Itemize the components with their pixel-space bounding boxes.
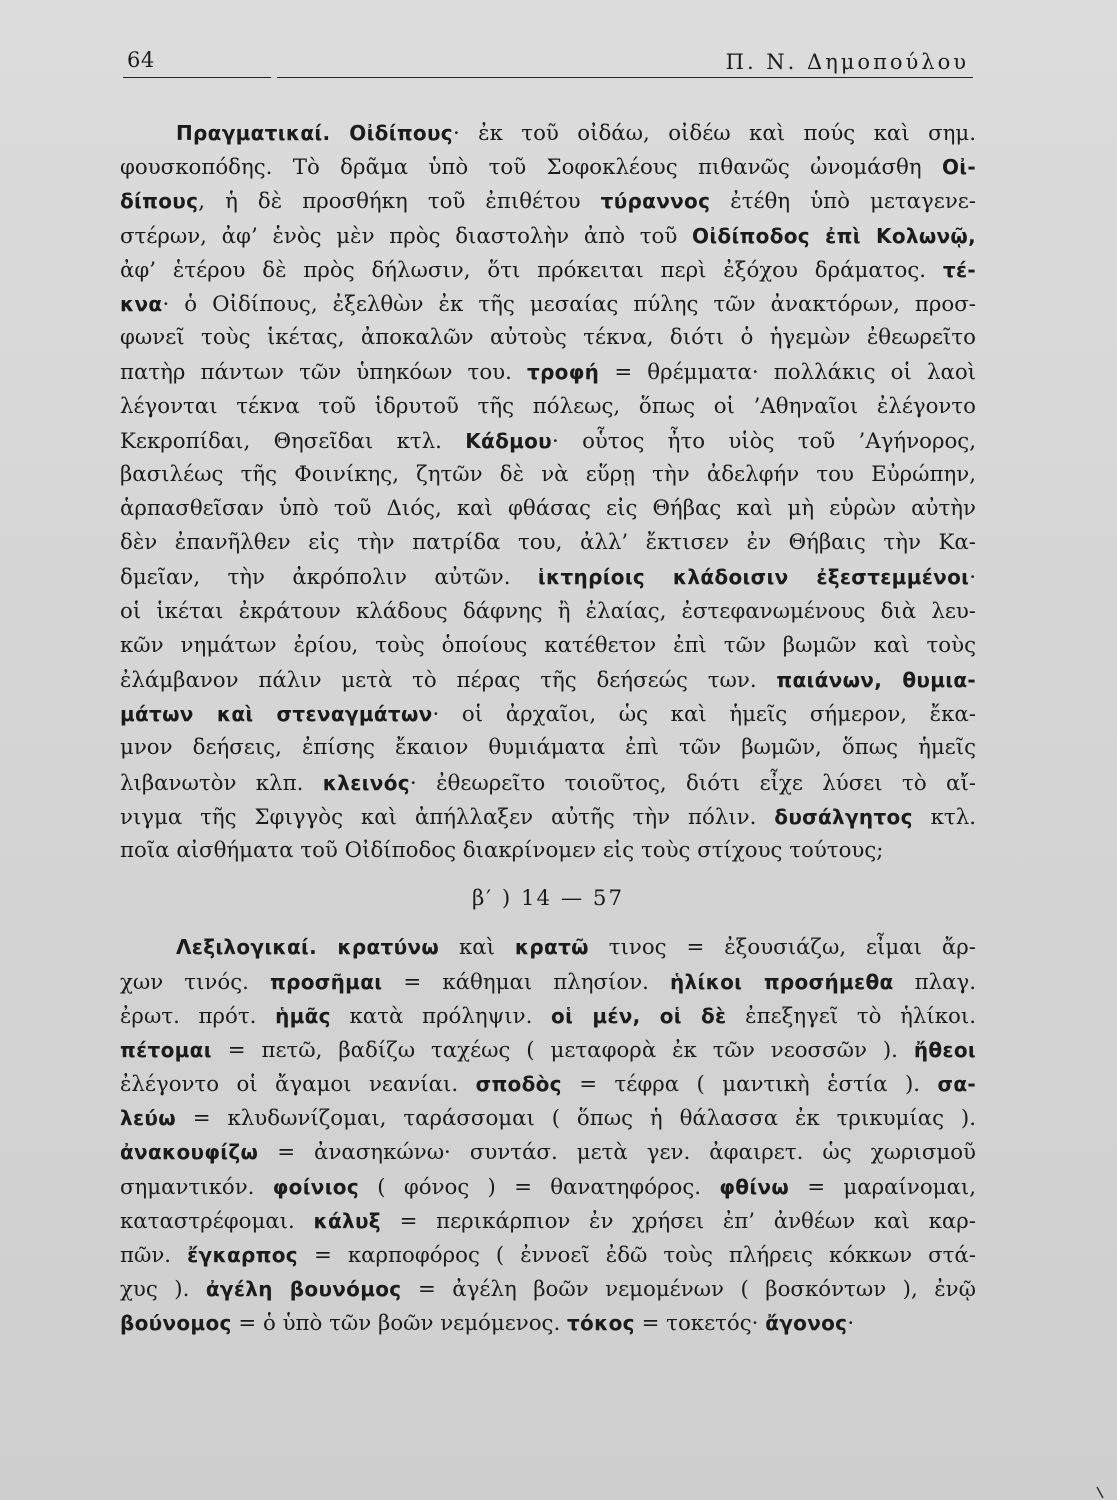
commentary-block-lines-14-57 xyxy=(120,930,976,1340)
text-run: δμεῖαν, τὴν ἀκρόπολιν αὐτῶν. xyxy=(120,565,538,591)
text-line xyxy=(120,219,976,253)
bold-lemma: Οἰ- xyxy=(942,155,976,180)
text-run: · ἐκ τοῦ οἰδάω, οἰδέω καὶ πούς καὶ σημ. xyxy=(452,121,976,146)
corner-mark xyxy=(1095,1486,1105,1500)
text-line xyxy=(120,184,976,218)
bold-lemma: ἡμᾶς xyxy=(275,1003,331,1028)
bold-lemma: ἱκτηρίοις κλάδοισιν ἐξεστεμμένοι xyxy=(537,565,970,590)
text-run: = καρποφόρος ( ἐννοεῖ ἐδῶ τοὺς πλήρεις κόκκων στά- xyxy=(297,1243,976,1268)
bold-lemma: πέτομαι xyxy=(120,1037,212,1062)
bold-lemma: ἡλίκοι προσήμεθα xyxy=(670,969,894,994)
text-run: = κλυδωνίζομαι, ταράσσομαι ( ὅπως ἡ θάλασσα ἐκ τρικυμίας ). xyxy=(175,1106,976,1132)
text-run: ἁρπασθεῖσαν ὑπὸ τοῦ Διός, καὶ φθάσας εἰς Θήβας καὶ μὴ εὑρὼν αὐτὴν xyxy=(120,496,976,522)
text-run: Κεκροπίδαι, Θησεῖδαι κτλ. xyxy=(120,428,466,454)
text-run: χων τινός. xyxy=(120,969,270,995)
text-run: λιβανωτὸν κλπ. xyxy=(120,770,323,796)
bold-lemma: κνα xyxy=(120,291,163,316)
bold-lemma: Οἰδίποδος ἐπὶ Κολωνῷ, xyxy=(692,223,977,248)
text-line xyxy=(120,1135,976,1169)
text-line xyxy=(120,1033,976,1067)
text-run: κτλ. xyxy=(912,804,976,830)
bold-lemma: βούνομος xyxy=(120,1311,232,1336)
bold-lemma: κλεινός xyxy=(322,770,410,795)
text-run: τινος = ἐξουσιάζω, εἶμαι ἄρ- xyxy=(588,935,976,961)
text-run: · οἱ ἀρχαῖοι, ὡς καὶ ἡμεῖς σήμερον, ἔκα- xyxy=(432,702,976,728)
text-run: · ὁ Οἰδίπους, ἐξελθὼν ἐκ τῆς μεσαίας πύλης τῶν ἀνακτόρων, προσ- xyxy=(162,291,976,317)
text-line xyxy=(120,321,976,355)
text-line xyxy=(120,629,976,663)
bold-lemma: ἀνακουφίζω xyxy=(120,1140,259,1165)
text-line xyxy=(120,458,976,492)
text-run: πλαγ. xyxy=(893,969,976,995)
text-run: ἐλάμβανον πάλιν μετὰ τὸ πέρας τῆς δεήσεώς των. xyxy=(120,668,777,693)
text-run: λέγονται τέκνα τοῦ ἱδρυτοῦ τῆς πόλεως, ὅπως οἱ ’Αθηναῖοι ἐλέγοντο xyxy=(120,393,976,419)
text-run: πατὴρ πάντων τῶν ὑπηκόων του. xyxy=(120,360,527,386)
text-run: = περικάρπιον ἐν χρήσει ἐπ’ ἀνθέων καὶ καρ- xyxy=(380,1208,976,1234)
text-run: ἐπεξηγεῖ τὸ ἡλίκοι. xyxy=(726,1003,976,1029)
text-line xyxy=(120,663,976,697)
running-head: Π. Ν. Δημοπούλου xyxy=(725,50,969,74)
bold-lemma: παιάνων, θυμια- xyxy=(776,668,976,692)
text-run: · οὗτος ἦτο υἱὸς τοῦ ’Αγήνορος, xyxy=(552,428,976,454)
bold-lemma: τόκος xyxy=(566,1311,635,1336)
text-line xyxy=(120,1204,976,1238)
text-run: κατὰ πρόληψιν. xyxy=(330,1003,552,1029)
text-run: σημαντικόν. xyxy=(120,1174,273,1200)
text-run: = μαραίνομαι, xyxy=(789,1174,976,1200)
text-line xyxy=(120,390,976,424)
bold-lemma: μάτων καὶ στεναγμάτων xyxy=(120,702,433,727)
bold-lemma: κρατῶ xyxy=(514,935,589,960)
bold-lemma: τροφή xyxy=(527,360,600,385)
text-run: στέρων, ἀφ’ ἑνὸς μὲν πρὸς διαστολὴν ἀπὸ τοῦ xyxy=(120,223,693,249)
text-run: = ἀγέλη βοῶν νεμομένων ( βοσκόντων ), ἐνῷ xyxy=(401,1277,976,1303)
text-run: = θρέμματα· πολλάκις οἱ λαοὶ xyxy=(599,360,976,386)
text-line xyxy=(120,697,976,731)
bold-lemma: Πραγματικαί. Οἰδίπους xyxy=(176,121,453,145)
text-run: ἀφ’ ἑτέρου δὲ πρὸς δήλωσιν, ὅτι πρόκειται περὶ ἐξόχου δράματος. xyxy=(120,257,943,283)
text-run: χυς ). xyxy=(120,1277,206,1303)
section-marker: β′ ) 14 — 57 xyxy=(471,886,625,912)
text-run: βασιλέως τῆς Φοινίκης, ζητῶν δὲ νὰ εὕρῃ τὴν ἀδελφήν του Εὐρώπην, xyxy=(120,461,976,487)
bold-lemma: δίπους xyxy=(120,189,199,214)
text-line xyxy=(120,766,976,800)
bold-lemma: τύραννος xyxy=(600,189,711,214)
text-run: μνον δεήσεις, ἐπίσης ἔκαιον θυμιάματα ἐπὶ τῶν βωμῶν, ὅπως ἡμεῖς xyxy=(120,735,976,761)
bold-lemma: προσῆμαι xyxy=(269,969,383,994)
text-run: καὶ xyxy=(439,935,515,961)
page-header xyxy=(123,44,973,78)
bold-lemma: φθίνω xyxy=(719,1174,790,1199)
bold-lemma: Κάδμου xyxy=(465,428,552,453)
text-run: = τέφρα ( μαντικὴ ἑστία ). xyxy=(561,1072,938,1098)
text-line xyxy=(120,116,976,150)
text-line xyxy=(120,1170,976,1204)
bold-lemma: σα- xyxy=(937,1072,976,1097)
bold-lemma: κάλυξ xyxy=(313,1208,381,1233)
bold-lemma: Λεξιλογικαί. κρατύνω xyxy=(176,935,440,960)
text-line xyxy=(120,595,976,629)
text-run: ( φόνος ) = θανατηφόρος. xyxy=(359,1174,720,1200)
text-line xyxy=(120,355,976,389)
text-run: ἐρωτ. πρότ. xyxy=(120,1003,276,1029)
text-line xyxy=(120,1238,976,1272)
text-line xyxy=(120,731,976,765)
text-line xyxy=(120,560,976,594)
text-run: οἱ ἱκέται ἐκράτουν κλάδους δάφνης ἢ ἐλαίας, ἐστεφανωμένους διὰ λευ- xyxy=(120,598,976,624)
text-line xyxy=(120,999,976,1033)
text-run: ἐλέγοντο οἱ ἄγαμοι νεανίαι. xyxy=(120,1072,476,1098)
bold-lemma: δυσάλγητος xyxy=(774,804,913,829)
text-run: ποῖα αἰσθήματα τοῦ Οἰδίποδος διακρίνομεν εἰς τοὺς στίχους τούτους; xyxy=(120,837,884,863)
bold-lemma: τέ- xyxy=(942,257,976,282)
text-line xyxy=(120,1306,976,1340)
bold-lemma: ἔγκαρπος xyxy=(187,1243,298,1267)
bold-lemma: σποδὸς xyxy=(475,1072,562,1097)
text-run: νιγμα τῆς Σφιγγὸς καὶ ἀπήλλαξεν αὐτῆς τὴν πόλιν. xyxy=(120,804,775,830)
text-run: = ὁ ὑπὸ τῶν βοῶν νεμόμενος. xyxy=(231,1311,567,1337)
text-run: = πετῶ, βαδίζω ταχέως ( μεταφορὰ ἐκ τῶν νεοσσῶν ). xyxy=(211,1037,914,1063)
text-run: , ἡ δὲ προσθήκη τοῦ ἐπιθέτου xyxy=(198,189,601,215)
text-run: πῶν. xyxy=(120,1243,188,1268)
bold-lemma: λεύω xyxy=(120,1106,176,1131)
text-line xyxy=(120,800,976,834)
bold-lemma: οἱ μέν, οἱ δὲ xyxy=(551,1003,727,1028)
text-run: · xyxy=(847,1311,855,1337)
text-line xyxy=(120,1067,976,1101)
text-run: φουσκοπόδης. Τὸ δρᾶμα ὑπὸ τοῦ Σοφοκλέους πιθανῶς ὠνομάσθη xyxy=(120,155,942,181)
text-line xyxy=(120,526,976,560)
text-run: = κάθημαι πλησίον. xyxy=(382,969,671,995)
text-line xyxy=(120,930,976,964)
text-line xyxy=(120,965,976,999)
text-run: φωνεῖ τοὺς ἱκέτας, ἀποκαλῶν αὐτοὺς τέκνα, διότι ὁ ἡγεμὼν ἐθεωρεῖτο xyxy=(120,325,976,351)
text-line xyxy=(120,492,976,526)
text-line xyxy=(120,424,976,458)
text-line xyxy=(120,150,976,184)
text-run: = τοκετός· xyxy=(634,1311,766,1337)
text-run: ἐτέθη ὑπὸ μεταγενε- xyxy=(710,189,976,215)
page-number: 64 xyxy=(127,48,155,72)
text-run: · xyxy=(969,565,976,591)
header-rule xyxy=(123,77,973,78)
text-line xyxy=(120,834,976,868)
text-run: · ἐθεωρεῖτο τοιοῦτος, διότι εἶχε λύσει τὸ αἴ- xyxy=(409,770,976,796)
text-line xyxy=(120,287,976,321)
bold-lemma: ἀγέλη βουνόμος xyxy=(205,1277,402,1302)
bold-lemma: φοίνιος xyxy=(272,1174,360,1199)
text-run: δὲν ἐπανῆλθεν εἰς τὴν πατρίδα του, ἀλλ’ ἔκτισεν ἐν Θήβαις τὴν Κα- xyxy=(120,530,976,556)
text-run: = ἀνασηκώνω· συντάσ. μετὰ γεν. ἀφαιρετ. ὡς χωρισμοῦ xyxy=(258,1140,976,1166)
bold-lemma: ἄγονος xyxy=(765,1311,848,1336)
text-run: κῶν νημάτων ἐρίου, τοὺς ὁποίους κατέθετον ἐπὶ τῶν βωμῶν καὶ τοὺς xyxy=(120,632,976,658)
text-line xyxy=(120,253,976,287)
text-line xyxy=(120,1101,976,1135)
text-line xyxy=(120,1272,976,1306)
commentary-block-lines-1-13 xyxy=(120,116,976,868)
text-run: καταστρέφομαι. xyxy=(120,1208,314,1234)
page-body xyxy=(120,116,976,1341)
bold-lemma: ἤθεοι xyxy=(913,1037,976,1062)
